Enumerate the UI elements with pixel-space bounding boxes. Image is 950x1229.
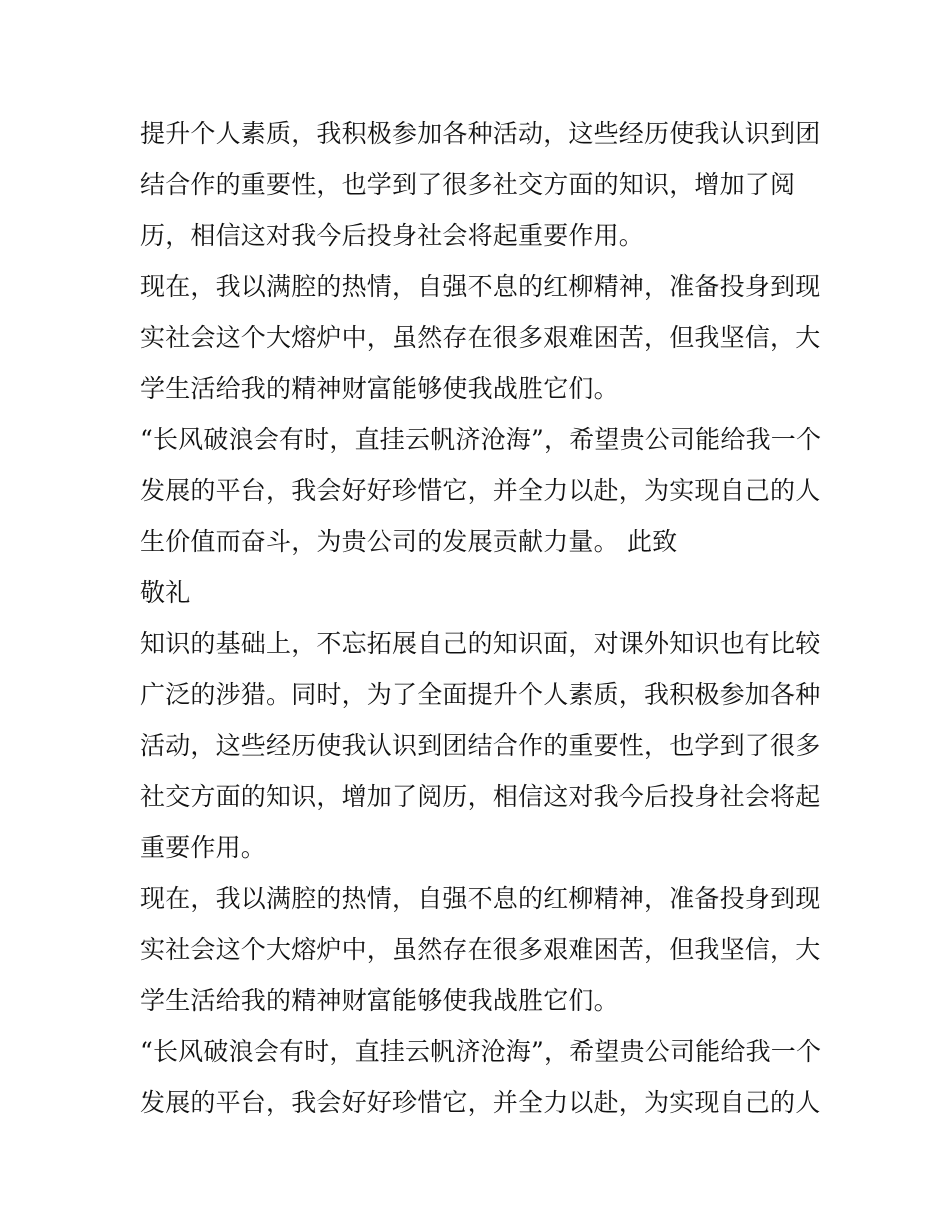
text-line: “长风破浪会有时，直挂云帆济沧海”，希望贵公司能给我一个 bbox=[140, 1037, 822, 1066]
text-line: 现在，我以满腔的热情，自强不息的红柳精神，准备投身到现 bbox=[140, 884, 821, 913]
text-line: 现在，我以满腔的热情，自强不息的红柳精神，准备投身到现 bbox=[140, 272, 821, 301]
document-body bbox=[140, 108, 820, 1128]
text-line: 生价值而奋斗，为贵公司的发展贡献力量。 此致 bbox=[140, 527, 678, 556]
text-line: 学生活给我的精神财富能够使我战胜它们。 bbox=[140, 374, 619, 403]
text-line: “长风破浪会有时，直挂云帆济沧海”，希望贵公司能给我一个 bbox=[140, 425, 822, 454]
text-line: 活动，这些经历使我认识到团结合作的重要性，也学到了很多 bbox=[140, 731, 821, 760]
text-line: 知识的基础上，不忘拓展自己的知识面，对课外知识也有比较 bbox=[140, 629, 821, 658]
text-line: 提升个人素质，我积极参加各种活动，这些经历使我认识到团 bbox=[140, 119, 821, 148]
text-line: 历，相信这对我今后投身社会将起重要作用。 bbox=[140, 221, 645, 250]
text-line: 实社会这个大熔炉中，虽然存在很多艰难困苦，但我坚信，大 bbox=[140, 323, 821, 352]
text-line: 广泛的涉猎。同时，为了全面提升个人素质，我积极参加各种 bbox=[140, 680, 821, 709]
text-line: 敬礼 bbox=[140, 578, 191, 607]
text-line: 重要作用。 bbox=[140, 833, 267, 862]
text-line: 学生活给我的精神财富能够使我战胜它们。 bbox=[140, 986, 619, 1015]
text-line: 发展的平台，我会好好珍惜它，并全力以赴，为实现自己的人 bbox=[140, 476, 821, 505]
text-line: 实社会这个大熔炉中，虽然存在很多艰难困苦，但我坚信，大 bbox=[140, 935, 821, 964]
text-line: 发展的平台，我会好好珍惜它，并全力以赴，为实现自己的人 bbox=[140, 1088, 821, 1117]
text-line: 结合作的重要性，也学到了很多社交方面的知识，增加了阅 bbox=[140, 170, 796, 199]
text-line: 社交方面的知识，增加了阅历，相信这对我今后投身社会将起 bbox=[140, 782, 821, 811]
